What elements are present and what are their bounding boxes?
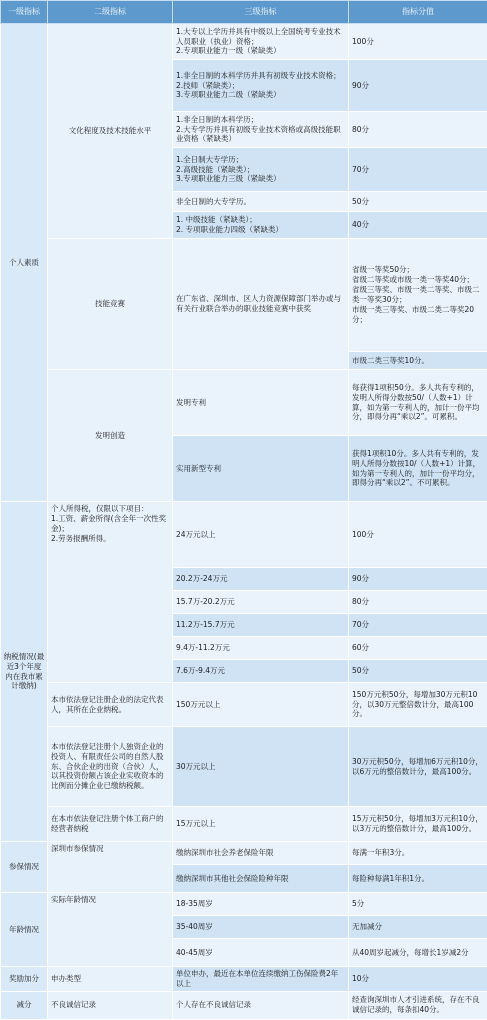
criteria-cell: 24万元以上 [173, 502, 349, 568]
category-tax: 纳税情况(最近3个年度内在我市累计缴纳) [1, 502, 48, 842]
score-cell: 10分 [349, 967, 487, 992]
header-score: 指标分值 [349, 1, 487, 24]
criteria-cell: 非全日制的大专学历。 [173, 192, 349, 212]
score-cell: 50分 [349, 660, 487, 683]
subcategory-investor: 本市依法登记注册个人独资企业的投资人、有限责任公司的自然人股东、合伙企业的出资（合伙）人，以其投资份额占该企业实收资本的比例而分摊企业已缴纳税额。 [48, 727, 173, 807]
score-cell: 60分 [349, 637, 487, 660]
table-row [1, 24, 487, 60]
score-cell: 100分 [349, 24, 487, 60]
category-age: 年龄情况 [1, 893, 48, 967]
header-row [1, 1, 487, 24]
score-cell: 获得1项积10分。多人共有专利的，发明人所得分数按10/（人数+1）计算，如为第一专利人的，加计一份平均分，即得分再“乘以2”。不可累积。 [349, 436, 487, 502]
score-cell: 40分 [349, 212, 487, 239]
score-cell: 80分 [349, 591, 487, 614]
score-cell: 每险种每满1年积1分。 [349, 865, 487, 893]
category-deduction: 减分 [1, 991, 48, 1019]
criteria-cell: 30万元以上 [173, 727, 349, 807]
subcategory-shenzhen-insurance: 深圳市参保情况 [48, 842, 173, 893]
score-cell: 150万元积50分，每增加30万元积10分，以30万元整倍数计分，最高100分。 [349, 683, 487, 727]
score-cell: 省级一等奖50分； 省级二等奖或市级一类一等奖40分； 省级三等奖、市级一类二等奖、市级二类一等奖30分； 市级一类三等奖、市级二类二等奖20分； [349, 239, 487, 352]
table-row [1, 967, 487, 992]
criteria-cell: 35-40周岁 [173, 916, 349, 939]
criteria-cell: 20.2万-24万元 [173, 568, 349, 591]
subcategory-legal-rep: 本市依法登记注册企业的法定代表人，其所在企业纳税。 [48, 683, 173, 727]
subcategory-actual-age: 实际年龄情况 [48, 893, 173, 967]
criteria-cell: 实用新型专利 [173, 436, 349, 502]
criteria-cell: 在广东省、深圳市、区人力资源保障部门举办或与有关行业联合举办的职业技能竞赛中获奖 [173, 239, 349, 370]
score-cell: 90分 [349, 60, 487, 112]
score-cell: 80分 [349, 112, 487, 148]
score-cell: 从40周岁起减分，每增长1岁减2分 [349, 939, 487, 967]
criteria-cell: 9.4万-11.2万元 [173, 637, 349, 660]
subcategory-individual-business: 在本市依法登记注册个体工商户的经营者纳税 [48, 807, 173, 842]
header-level2: 二级指标 [48, 1, 173, 24]
score-cell: 70分 [349, 614, 487, 637]
score-cell: 100分 [349, 502, 487, 568]
subcategory-income-tax: 个人所得税，仅限以下项目： 1.工资、薪金所得(含全年一次性奖金)； 2.劳务报酬所得。 [48, 502, 173, 683]
table-row [1, 893, 487, 916]
criteria-cell: 1.非全日制的本科学历； 2.大专学历并具有初级专业技术资格或高级技能职业资格（紧缺类） [173, 112, 349, 148]
score-cell: 30万元积50分，每增加6万元积10分，以6万元的整倍数计分，最高100分。 [349, 727, 487, 807]
criteria-cell: 18-35周岁 [173, 893, 349, 916]
score-cell: 90分 [349, 568, 487, 591]
subcategory-invention: 发明创造 [48, 370, 173, 502]
criteria-cell: 11.2万-15.7万元 [173, 614, 349, 637]
category-insurance: 参保情况 [1, 842, 48, 893]
criteria-cell: 7.6万-9.4万元 [173, 660, 349, 683]
criteria-cell: 150万元以上 [173, 683, 349, 727]
criteria-cell: 40-45周岁 [173, 939, 349, 967]
header-level3: 三级指标 [173, 1, 349, 24]
score-cell: 每满一年积3分。 [349, 842, 487, 865]
criteria-cell: 1.非全日制的本科学历并具有初级专业技术资格； 2.技师（紧缺类）； 3.专项职业能力二级（紧缺类） [173, 60, 349, 112]
subcategory-competition: 技能竞赛 [48, 239, 173, 370]
table-row [1, 239, 487, 352]
table-row [1, 683, 487, 727]
table-row [1, 370, 487, 436]
score-cell: 市级二类三等奖10分。 [349, 352, 487, 370]
criteria-cell: 15万元以上 [173, 807, 349, 842]
criteria-cell: 单位申办，最近在本单位连续缴纳工伤保险费2年以上 [173, 967, 349, 992]
criteria-cell: 缴纳深圳市社会养老保险年限 [173, 842, 349, 865]
criteria-cell: 缴纳深圳市其他社会保险险种年限 [173, 865, 349, 893]
subcategory-bad-credit: 不良诚信记录 [48, 991, 173, 1019]
table-row [1, 991, 487, 1019]
score-cell: 50分 [349, 192, 487, 212]
subcategory-education: 文化程度及技术技能水平 [48, 24, 173, 239]
criteria-cell: 发明专利 [173, 370, 349, 436]
score-cell: 70分 [349, 148, 487, 192]
score-cell: 15万元积50分，每增加3万元积10分，以3万元的整倍数计分，最高100分。 [349, 807, 487, 842]
criteria-cell: 1.全日制大专学历； 2.高级技能（紧缺类）； 3.专项职业能力三级（紧缺类） [173, 148, 349, 192]
score-cell: 无加减分 [349, 916, 487, 939]
criteria-cell: 个人存在不良诚信记录 [173, 991, 349, 1019]
table-row [1, 727, 487, 807]
criteria-cell: 1. 中级技能（紧缺类）； 2. 专项职业能力四级（紧缺类） [173, 212, 349, 239]
category-personal: 个人素质 [1, 24, 48, 502]
subcategory-application-type: 申办类型 [48, 967, 173, 992]
criteria-cell: 1.大专以上学历并具有中级以上全国统考专业技术人员职业（执业）资格； 2.专项职业能力一级（紧缺类） [173, 24, 349, 60]
score-cell: 5分 [349, 893, 487, 916]
table-row [1, 807, 487, 842]
score-cell: 经查询深圳市人才引进系统，存在不良诚信记录的，每条扣40分。 [349, 991, 487, 1019]
header-level1: 一级指标 [1, 1, 48, 24]
table-row [1, 502, 487, 568]
category-bonus: 奖励加分 [1, 967, 48, 992]
score-cell: 每获得1项积50分。多人共有专利的，发明人所得分数按50/（人数+1）计算，如为第一专利人的，加计一份平均分，即得分再“乘以2”。可累积。 [349, 370, 487, 436]
table-row [1, 842, 487, 865]
criteria-cell: 15.7万-20.2万元 [173, 591, 349, 614]
